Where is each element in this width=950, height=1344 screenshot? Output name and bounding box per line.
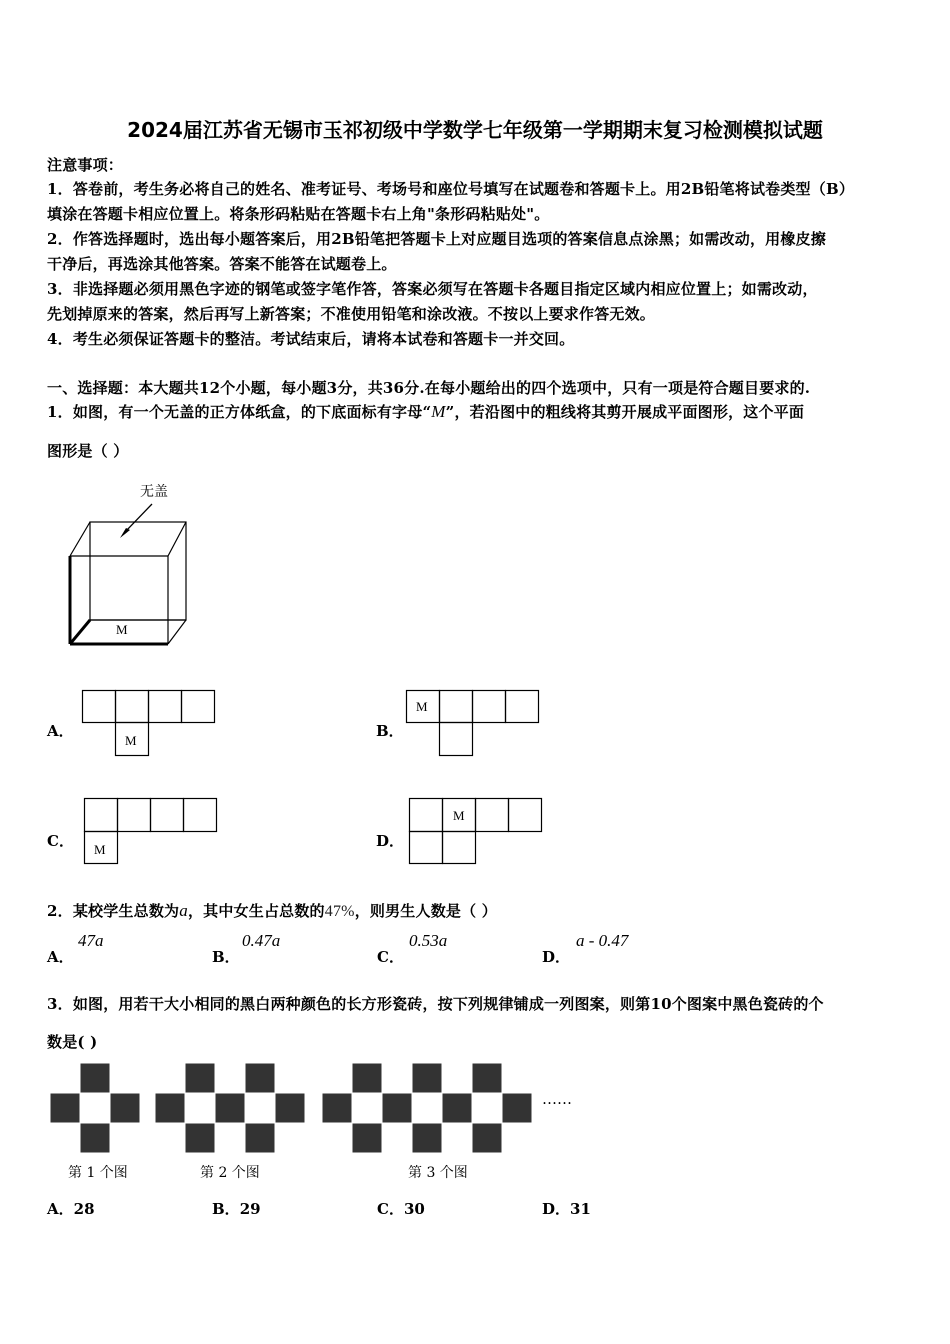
net-option-a [82, 690, 216, 758]
cube-label: 无盖 [140, 485, 168, 500]
q3-stem-line2: 数是( ) [47, 1033, 98, 1051]
q2-option-c-value: 0.53a [409, 931, 448, 950]
q2-percent: 47% [324, 903, 355, 920]
q2-option-b-label: B． [212, 948, 240, 966]
notice-line: 填涂在答题卡相应位置上。将条形码粘贴在答题卡右上角"条形码粘贴处"。 [47, 205, 550, 223]
svg-text:M: M [125, 733, 137, 748]
net-option-b [406, 690, 540, 758]
cube-figure [60, 478, 200, 653]
q1-option-d-label: D． [376, 832, 405, 850]
q3-option-d: D．31 [542, 1200, 591, 1218]
q1-stem: 1．如图，有一个无盖的正方体纸盒，的下底面标有字母“M”，若沿图中的粗线将其剪开展成平面图形，这个平面 [47, 402, 805, 421]
section-heading: 一、选择题：本大题共12个小题，每小题3分，共36分.在每小题给出的四个选项中，只有一项是符合题目要求的. [47, 379, 811, 397]
q3-stem: 3．如图，用若干大小相同的黑白两种颜色的长方形瓷砖，按下列规律铺成一列图案，则第10个图案中黑色瓷砖的个 [47, 995, 824, 1013]
pattern-caption-3: 第 3 个图 [408, 1165, 468, 1181]
q1-stem-line2: 图形是（ ） [47, 442, 129, 460]
tile-pattern-3 [322, 1063, 532, 1153]
q2-option-c-label: C． [377, 948, 404, 966]
q1-option-b-label: B． [376, 722, 404, 740]
q2-var: a [179, 901, 188, 920]
q3-option-b: B．29 [212, 1200, 261, 1218]
notice-line: 干净后，再选涂其他答案。答案不能答在试题卷上。 [47, 255, 397, 273]
q2-option-a-label: A． [47, 948, 74, 966]
q2-stem: 2．某校学生总数为a，其中女生占总数的47%，则男生人数是（ ） [47, 901, 497, 920]
pattern-ellipsis: …… [542, 1090, 572, 1108]
notice-line: 1．答卷前，考生务必将自己的姓名、准考证号、考场号和座位号填写在试题卷和答题卡上。用2B铅笔将试卷类型（B） [47, 180, 855, 198]
notice-line: 4．考生必须保证答题卡的整洁。考试结束后，请将本试卷和答题卡一并交回。 [47, 330, 575, 348]
svg-text:M: M [94, 842, 106, 857]
pattern-caption-2: 第 2 个图 [200, 1165, 260, 1181]
q1-option-a-label: A． [47, 722, 74, 740]
q1-option-c-label: C． [47, 832, 74, 850]
notice-heading: 注意事项： [47, 156, 124, 174]
exam-title: 2024届江苏省无锡市玉祁初级中学数学七年级第一学期期末复习检测模拟试题 [127, 118, 823, 142]
q1-var: M [431, 402, 446, 421]
svg-text:M: M [453, 808, 465, 823]
pattern-caption-1: 第 1 个图 [68, 1165, 128, 1181]
q2-option-a-value: 47a [78, 931, 104, 950]
cube-face-letter: M [116, 622, 128, 637]
svg-text:M: M [416, 699, 428, 714]
net-option-c [84, 798, 218, 866]
q3-option-a: A．28 [47, 1200, 95, 1218]
q2-option-d-value: a - 0.47 [576, 931, 629, 950]
tile-pattern-2 [155, 1063, 305, 1153]
notice-line: 2．作答选择题时，选出每小题答案后，用2B铅笔把答题卡上对应题目选项的答案信息点涂黑；如需改动，用橡皮擦 [47, 230, 826, 248]
notice-line: 3．非选择题必须用黑色字迹的钢笔或签字笔作答，答案必须写在答题卡各题目指定区域内相应位置上；如需改动， [47, 280, 818, 298]
tile-pattern-1 [50, 1063, 140, 1153]
net-option-d [409, 798, 543, 866]
q2-option-d-label: D． [542, 948, 571, 966]
q3-option-c: C．30 [377, 1200, 425, 1218]
notice-line: 先划掉原来的答案，然后再写上新答案；不准使用铅笔和涂改液。不按以上要求作答无效。 [47, 305, 656, 323]
q2-option-b-value: 0.47a [242, 931, 281, 950]
